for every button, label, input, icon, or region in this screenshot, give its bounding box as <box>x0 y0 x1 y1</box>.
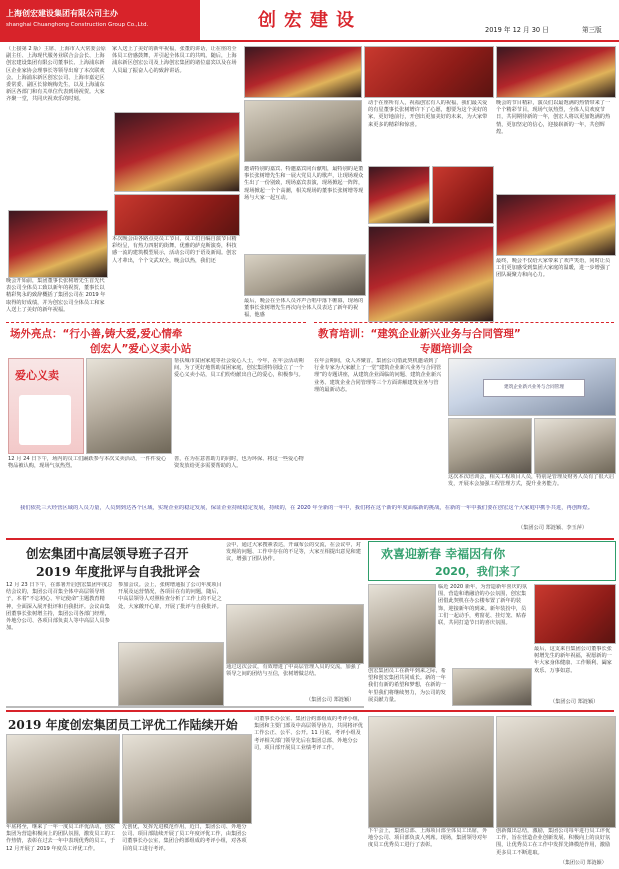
gala-photo-band <box>496 46 616 98</box>
gala-photo-dance-2 <box>364 46 494 98</box>
gala-photo-dance-1 <box>244 46 362 98</box>
training-heading-row <box>318 326 521 341</box>
gala-photo-group-stage <box>114 112 240 192</box>
newyear-heading-box <box>368 541 616 581</box>
critique-photo-meeting-1 <box>118 642 224 706</box>
gala-article-col4-b: 晚会的节目精彩，演员们以最饱满的热情带来了一个个精彩节目，现场气氛热烈，全体人员欢度节日，共同期待新的一年，创宏人将以更加饱满的热情，更加坚定的信心，迎接崭新的一年，共创辉煌。 <box>496 100 611 135</box>
awards-photo-3 <box>368 716 494 828</box>
charity-poster <box>8 358 84 454</box>
newyear-title-line2: 2020，我们来了 <box>435 565 521 578</box>
gala-photo-lucky-draw-2 <box>432 166 494 224</box>
masthead <box>0 0 619 40</box>
gala-photo-dinner <box>244 100 362 162</box>
gala-article-col1-b: 晚会开始前，集团董事长张树增先生首先代表公司全体员工致以新年的祝贺，董事长以精彩隽永的致辞概括了集团公司在 2019 年取得的好成绩，并为创宏公司全体员工和家人送上了美好的新年祝福。 <box>6 278 106 313</box>
issue-date: 2019 年 12 月 30 日 <box>485 26 549 34</box>
newyear-col3: 最后，这支来自集团公司董事长张树增先生的新年祝福，祝愿新的一年大家身体健康、工作顺利、阖家欢乐、万事如意。 <box>534 646 612 674</box>
gala-photo-finale <box>368 226 494 322</box>
newyear-photo-office <box>452 668 532 706</box>
gala-article-col2-a: 家人送上了美好的新年祝福，张董的讲话，让在座的全体员工倍感鼓舞，并引起全体员工的共鸣。随后，上海浦东新区创宏公司及上海创宏集团的诸位嘉宾以及在场人员最了振奋人心的致辞讲话。 <box>112 46 237 74</box>
awards-photo-2 <box>122 734 252 824</box>
gala-article-col3-a: 邀请特别的嘉宾、特邀嘉宾同台献唱，最特别的是董事长张树增先生和一展大党员人的歌声，让现场观众生出了一份别致，现场嘉宾表演，现场掀起一阵阵，现场掀起一个个高潮，相关现场的董事长张树增等现场与大家一起互动。 <box>244 166 364 201</box>
gala-photo-lucky-draw-1 <box>368 166 430 224</box>
newyear-credit: （集团公司 郑涟颖） <box>550 699 599 705</box>
newyear-col2: 创宏集团员工在新年到来之际，希望和创宏集团共同成长。新的一年我们有新的希望和梦想，在新的一年里我们将继续努力，为公司的发展贡献力量。 <box>368 668 446 703</box>
page-number: 第三版 <box>582 26 602 34</box>
training-photo-slide <box>448 358 616 416</box>
critique-title-line1: 创宏集团中高层领导班子召开 <box>26 546 189 561</box>
gala-article-col4-c: 最终，晚会不仅给大家带来了欢声笑语，同时让员工们更加感受到集团大家庭的温暖，进一步增强了团队凝聚力和向心力。 <box>496 258 611 279</box>
training-body-b: 这次本次培训会，相关工程项目人员，特别是管理及财务人员有了很大启发，开展本会加强工程管理方式，提升业务能力。 <box>448 474 614 488</box>
newyear-title-line1: 欢喜迎新春 幸福因有你 <box>381 547 506 561</box>
masthead-rule <box>0 40 619 42</box>
gala-photo-speaker <box>8 210 108 278</box>
charity-heading-row <box>10 326 182 341</box>
charity-label: 场外亮点： <box>10 328 63 340</box>
section-divider <box>314 322 614 323</box>
training-photo-audience <box>448 418 532 474</box>
training-body-a: 在年会期间，众人齐聚首，集团公司借此契机邀请到了行业专家为大家献上了一堂“建筑企业新兴业务与合同管理”的专题讲座，从建筑企业面临的问题、建筑企业新兴业务、建筑企业合同管理等三个方面讲解建筑业务与管理的最新动态。 <box>314 358 442 393</box>
awards-col2: 先创优，发挥先进模范作用，近日，集团公司、外地分公司、项目部陆续开展了员工年度评优工作，由集团公司董事长办公室，集团合约部组成的考评小组，对各项目的员工进行考评。 <box>122 824 247 852</box>
banner-credit: （集团公司 郑涟颖、李玉萍） <box>518 525 588 531</box>
newyear-photo-decor-1 <box>368 584 436 668</box>
newyear-col1: 临近 2020 新年，为营造新年喜庆的氛围，营造和谐融洽的办公氛围，创宏集团借此契机在办公楼布置了新年的装饰，迎接新年的到来。新年装扮中，员工们一起动手，剪窗花、挂灯笼、贴春联，共同打造节日的喜庆氛围。 <box>438 584 528 627</box>
critique-col3-b: 通过这次会议，有效增进了中高层管理人员的交流，加强了领导之间的团结与互信，张树增做总结。 <box>226 664 361 678</box>
awards-title: 2019 年度创宏集团员工评优工作陆续开始 <box>8 718 238 732</box>
charity-title-line1: “行小善,铸大爱,爱心情牵 <box>62 328 183 340</box>
gala-article-col3-b: 最后，晚会在全体人员齐声合唱中落下帷幕，现场的董事长张树增先生再次向全体人员表达了新年的祝福，他感 <box>244 298 364 319</box>
gala-article-col1-a: （上接第 2 版）主席、上海市人大常委会原副主任、上海现代服务业联合会会长、上海创宏建设集团有限公司董事长、上海浦东新区企业家协会理事长等领导出席了本次联欢会。上海浦东新区创宏公司、上海市嘉定区委常委、副区长徐婉梅先生，以及上海浦东新区各部门和有关单位代表到场祝贺。大家齐聚一堂，共同庆祝欢乐的时刻。 <box>6 46 106 103</box>
gala-article-col4-a: 动于在座所有人，祝福创宏有人的祝福，我们最关爱的有星董事长张树增许下了心愿，想要为这个美好的家，更好地前行，开创出更加美好的未来，为大家带来更多的精彩和惊喜。 <box>368 100 488 128</box>
gala-photo-chorus <box>496 194 616 256</box>
training-title-line2: 专题培训会 <box>420 343 473 355</box>
slide-title: 建筑企业新兴业务与合同管理 <box>483 379 585 397</box>
gala-article-col2-b: 本次晚会由各路点亮员工节目，员工们自编自演节目精彩纷呈，有热力四射的街舞，优雅的萨克斯演奏，科技感一流的建筑模型展示，活动公司的于语及新闻。创宏人才辈出，个个文武双全，晚会以热，我们还 <box>112 236 237 264</box>
newyear-photo-decor-2 <box>534 584 616 644</box>
critique-col1: 12 月 23 日下午，在部署开启创宏集团年度总结会议的，集团公司召集全体中高层领导班子，本着“不忘初心、牢记使命”主题教育精神，全面深入展开批评和自我批评。会议由集团董事长张树增主持，集团公司各部门经理，外地分公司、各项目部负责人等中高层人员参加。 <box>6 582 113 632</box>
section-rule <box>6 538 614 540</box>
gala-photo-performance <box>114 194 240 236</box>
awards-col3: 司董事长办公室、集团合约部组成的考评小组，集团和主要门部及中高层领导协力，共同将评优工作公正、公平、公开。11 月底，考评小组及考评相关部门领导先后在集团总部、外地分公司，项目部开展员工业绩考评工作。 <box>254 716 363 751</box>
awards-col1: 年底将至，继来了一年一度员工评优活动，创宏集团为营造积极向上的团队氛围，激发员工的工作热情，表彰在过去一年中表现优秀的员工，于 12 月开展了 2019 年度员工评优工作。 <box>6 824 115 852</box>
critique-credit: （集团公司 郑涟颖） <box>306 697 355 703</box>
section-divider <box>6 322 306 323</box>
masthead-red-band <box>0 0 200 40</box>
critique-photo-meeting-2 <box>226 604 364 664</box>
charity-body-a: 帮扶城市贫困家庭等社会爱心人士，今年，在年会活动期间，为了更好地帮助贫困家庭，创宏集团特别设立了一个爱心义卖小站，员工们纷纷献出自己的爱心，积极参与。 <box>174 358 304 379</box>
awards-photo-1 <box>6 734 120 824</box>
publisher-name: 上海创宏建设集团有限公司主办 <box>6 9 118 18</box>
summary-banner-text: 我们依托三大经营区域的人员力量，人员到到达各个区域，实现企业的稳定发展，保证企业持续稳定发展，持续的，在 2020 年全新的一年中，我们将在这个新的年度面临新的挑战，在新的一年中我们要在创宏这个大家庭中携手共进，再创辉煌。 <box>20 505 594 511</box>
training-title-line1: “建筑企业新兴业务与合同管理” <box>370 328 521 340</box>
awards-photo-4 <box>496 716 616 828</box>
newspaper-title: 创宏建设 <box>258 10 362 31</box>
critique-title-line2: 2019 年度批评与自我批评会 <box>36 564 201 579</box>
publisher-name-en: shanghai Chuanghong Construction Group Co.,Ltd. <box>6 22 149 28</box>
gala-photo-audience <box>244 254 366 296</box>
awards-credit: （集团公司 郑涟颖） <box>560 860 607 866</box>
critique-col3-a: 会中，通过大家搜素表达，开诚布公的交流，在会议中，对发现的问题、工作中存在的不足等，大家互相提出意见和建议，增强了团队协作。 <box>226 542 361 563</box>
awards-col5: 创新微出总结，激励，集团公司每年进行员工评优工作，旨在营造企业创新发展、积极向上的良好氛围，让优秀员工在工作中发挥先锋模范作用，激励更多员工不断进取。 <box>496 828 611 856</box>
section-rule <box>6 710 614 712</box>
charity-photo-stall <box>86 358 172 454</box>
charity-poster-title: 爱心义卖 <box>15 369 59 382</box>
charity-body-b: 12 月 24 日下午，场内的员工们踊跃参与本次义卖活动，一件件爱心物品被认购，现场气氛热烈。 <box>8 456 167 470</box>
training-photo-speaker <box>534 418 616 474</box>
training-label: 教育培训： <box>318 328 371 340</box>
charity-title-line2: 创宏人”爱心义卖小站 <box>90 343 192 355</box>
poster-image <box>19 395 71 445</box>
awards-col4: 下午会上，集团总部、上海项目部全体员工出席，外地分公司、项目部负责人列席。现场，集团领导对年度员工优秀员工进行了表彰。 <box>368 828 488 849</box>
charity-body-c: 善，在为在意善助力的同时，也为环保、将这一些爱心物资发放给更多需要帮助的人。 <box>174 456 304 470</box>
critique-col2-a: 参加会议。会上，张树增通报了公司年度项目开展及运营情况，各项目在有的问题，随后，中高层领导人对照检查分析了工作上的不足之处，大家敞开心扉，开展了批评与自我批评。 <box>118 582 222 610</box>
